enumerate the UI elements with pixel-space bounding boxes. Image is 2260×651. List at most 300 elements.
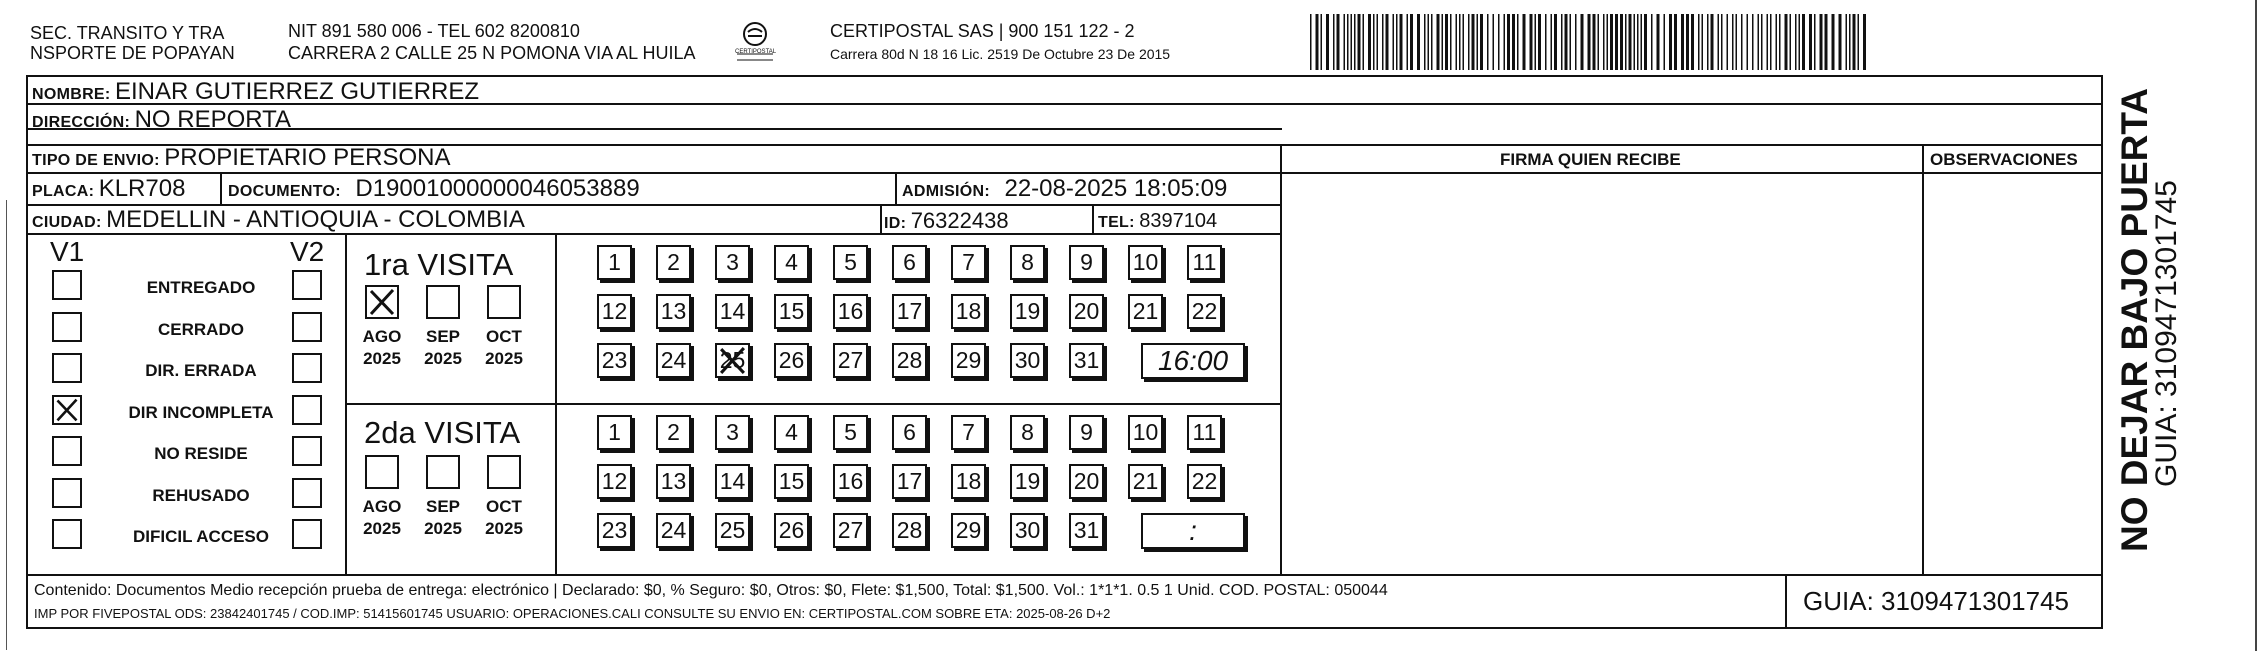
id-value: 76322438 [910, 208, 1009, 233]
visit2-day-box[interactable] [951, 513, 986, 548]
day-number: 24 [660, 347, 687, 373]
divider-tel [1092, 204, 1094, 234]
v1-checkbox[interactable] [52, 519, 82, 549]
visit2-day-box[interactable] [774, 415, 809, 450]
nombre-label: NOMBRE: [32, 86, 111, 103]
nit-line1: NIT 891 580 006 - TEL 602 8200810 [288, 21, 580, 41]
visit2-day-box[interactable] [597, 415, 632, 450]
barcode-bar [1588, 14, 1591, 70]
v2-checkbox[interactable] [292, 478, 322, 508]
barcode-bar [1799, 14, 1801, 70]
visit1-day-box[interactable] [833, 294, 868, 329]
barcode-bar [1347, 14, 1349, 70]
visit2-day-box[interactable] [1069, 464, 1104, 499]
barcode-bar [1814, 14, 1816, 70]
month-name: OCT [486, 327, 522, 346]
visit1-title: 1ra VISITA [364, 247, 514, 282]
day-number: 9 [1080, 419, 1093, 445]
visit2-day-box[interactable] [1128, 464, 1163, 499]
barcode-bar [1795, 14, 1797, 70]
barcode-bar [1463, 14, 1465, 70]
visit2-day-box[interactable] [774, 513, 809, 548]
barcode-bar [1333, 14, 1335, 70]
courier-logo-icon [735, 20, 775, 66]
day-number: 27 [837, 347, 864, 373]
v1-checkbox[interactable] [52, 395, 82, 425]
visit2-day-box[interactable] [656, 464, 691, 499]
divider-firma-left [1280, 144, 1282, 575]
month-name: SEP [425, 497, 461, 516]
barcode-bar [1607, 14, 1609, 70]
day-number: 23 [601, 347, 628, 373]
barcode-bar [1504, 14, 1506, 70]
month-year: 2025 [424, 519, 462, 538]
barcode-bar [1468, 14, 1470, 70]
visit1-day-box[interactable] [892, 294, 927, 329]
v1-checkbox[interactable] [52, 353, 82, 383]
barcode-bar [1849, 14, 1851, 70]
barcode-bar [1820, 14, 1823, 70]
courier-logo [735, 20, 775, 66]
divider-id [880, 204, 882, 234]
check-x-icon [367, 287, 397, 317]
reason-label: ENTREGADO [146, 278, 256, 297]
visit1-day-box[interactable] [774, 294, 809, 329]
barcode-bar [1437, 14, 1440, 70]
day-number: 17 [896, 298, 923, 324]
barcode-bar [1472, 14, 1475, 70]
barcode-bar [1691, 14, 1694, 70]
barcode-bar [1727, 14, 1729, 70]
visit2-title: 2da VISITA [364, 415, 521, 450]
barcode-bar [1721, 14, 1723, 70]
visit2-day-box[interactable] [951, 464, 986, 499]
visit2-day-box[interactable] [1069, 513, 1104, 548]
day-number: 5 [844, 419, 857, 445]
divider-visits [345, 403, 1281, 405]
day-number: 7 [962, 419, 975, 445]
barcode-bar [1351, 14, 1353, 70]
barcode-bar [1839, 14, 1842, 70]
day-number: 15 [778, 468, 805, 494]
v2-checkbox[interactable] [292, 353, 322, 383]
visit1-day-box[interactable] [1069, 294, 1104, 329]
barcode-bar [1718, 14, 1720, 70]
barcode-bar [1551, 14, 1553, 70]
reason-label: DIFICIL ACCESO [132, 527, 269, 546]
day-number: 14 [719, 298, 746, 324]
day-number: 11 [1192, 419, 1217, 445]
visit1-month-label [413, 326, 473, 370]
day-number: 31 [1073, 517, 1100, 543]
barcode-bar [1825, 14, 1828, 70]
barcode-bar [1711, 14, 1714, 70]
month-year: 2025 [424, 349, 462, 368]
day-number: 3 [726, 249, 739, 275]
reason-label: DIR. ERRADA [145, 361, 257, 380]
barcode-bar [1593, 14, 1596, 70]
visit2-day-box[interactable] [715, 415, 750, 450]
day-number: 20 [1073, 468, 1100, 494]
barcode-bar [1442, 14, 1444, 70]
day-number: 29 [955, 517, 982, 543]
visit2-day-box[interactable] [1010, 415, 1045, 450]
barcode-bar [1445, 14, 1448, 70]
barcode-bar [1758, 14, 1760, 70]
barcode-bar [1512, 14, 1515, 70]
reason-label: DIR INCOMPLETA [128, 402, 274, 422]
documento-value: D19001000000046053889 [355, 175, 640, 202]
barcode-bar [1625, 14, 1627, 70]
visit2-day-box[interactable] [1128, 415, 1163, 450]
day-number: 22 [1191, 468, 1218, 494]
barcode-bar [1610, 14, 1613, 70]
day-number: 13 [660, 468, 687, 494]
visit1-month-checkbox[interactable] [365, 285, 399, 319]
visit2-month-label [413, 496, 473, 540]
v2-checkbox[interactable] [292, 270, 322, 300]
footer-divider [26, 574, 2103, 576]
visit1-day-box[interactable] [892, 343, 927, 378]
visit2-day-box[interactable] [1010, 513, 1045, 548]
day-number: 11 [1192, 249, 1217, 275]
visit2-day-box[interactable] [597, 513, 632, 548]
day-number: 2 [667, 249, 680, 275]
documento-label: DOCUMENTO: [228, 183, 341, 200]
barcode-bar [1477, 14, 1479, 70]
sender-line2: NSPORTE DE POPAYAN [30, 43, 235, 63]
barcode-bar [1770, 14, 1772, 70]
day-number: 2 [667, 419, 680, 445]
day-number: 15 [778, 298, 805, 324]
visit1-day-box[interactable] [1010, 294, 1045, 329]
day-number: 21 [1132, 298, 1159, 324]
nit-line2: CARRERA 2 CALLE 25 N POMONA VIA AL HUILA [288, 43, 696, 63]
visit1-day-box[interactable] [656, 245, 691, 280]
time-value: 16:00 [1157, 345, 1229, 376]
day-number: 5 [844, 249, 857, 275]
day-number: 18 [955, 468, 982, 494]
v1-checkbox[interactable] [52, 478, 82, 508]
placa-label: PLACA: [32, 183, 95, 200]
footer-line2: IMP POR FIVEPOSTAL ODS: 23842401745 / COD.IMP: 51415601745 USUARIO: OPERACIONES.CALI CONSULTE SU ENVIO EN: CERTIPOSTAL.COM SOBRE ETA: 2025-08-26 D+2 [34, 606, 1111, 621]
visit1-day-box[interactable] [1128, 294, 1163, 329]
visit2-day-box[interactable] [892, 513, 927, 548]
visit2-day-box[interactable] [774, 464, 809, 499]
observaciones-label: OBSERVACIONES [1930, 150, 2078, 169]
visit2-day-box[interactable] [833, 464, 868, 499]
barcode-bar [1450, 14, 1452, 70]
day-number: 7 [962, 249, 975, 275]
barcode-bar [1310, 14, 1312, 70]
side-warning: NO DEJAR BAJO PUERTA [2114, 88, 2155, 552]
direccion-label: DIRECCIÓN: [32, 114, 131, 131]
barcode-bar [1410, 14, 1413, 70]
barcode-bar [1732, 14, 1734, 70]
barcode-bar [1698, 14, 1700, 70]
barcode-bar [1858, 14, 1860, 70]
visit1-day-box[interactable] [774, 343, 809, 378]
visit2-day-box[interactable] [715, 464, 750, 499]
visit1-day-box[interactable] [597, 343, 632, 378]
barcode-bar [1487, 14, 1489, 70]
month-year: 2025 [363, 519, 401, 538]
month-name: AGO [362, 327, 402, 346]
visit1-day-box[interactable] [951, 294, 986, 329]
barcode-bar [1424, 14, 1426, 70]
visit2-day-box[interactable] [656, 415, 691, 450]
courier-line1: CERTIPOSTAL SAS | 900 151 122 - 2 [830, 21, 1135, 41]
visit1-day-box[interactable] [1128, 245, 1163, 280]
visit1-day-box[interactable] [715, 245, 750, 280]
day-number: 29 [955, 347, 982, 373]
reason-label: REHUSADO [152, 485, 250, 505]
day-number: 18 [955, 298, 982, 324]
barcode-bar [1863, 14, 1866, 70]
barcode-bar [1620, 14, 1623, 70]
barcode-bar [1741, 14, 1743, 70]
visit2-day-box[interactable] [656, 513, 691, 548]
barcode-bar [1629, 14, 1632, 70]
divider-admision [895, 172, 897, 205]
barcode-bar [1431, 14, 1433, 70]
month-year: 2025 [485, 519, 523, 538]
day-number: 24 [660, 517, 687, 543]
visit1-day-box[interactable] [1069, 245, 1104, 280]
barcode-bar [1396, 14, 1398, 70]
v1-checkbox[interactable] [52, 436, 82, 466]
day-number: 26 [778, 517, 805, 543]
visit1-month-checkbox[interactable] [487, 285, 521, 319]
visit1-day-box[interactable] [774, 245, 809, 280]
day-number: 10 [1132, 249, 1159, 275]
sender-line1: SEC. TRANSITO Y TRA [30, 23, 225, 43]
ciudad-row [32, 208, 525, 232]
barcode-bar [1393, 14, 1395, 70]
barcode-bar [1598, 14, 1600, 70]
courier-line2: Carrera 80d N 18 16 Lic. 2519 De Octubre 23 De 2015 [830, 46, 1171, 62]
footer-guia: GUIA: 3109471301745 [1803, 586, 2069, 616]
v2-label: V2 [290, 236, 325, 267]
visit2-day-box[interactable] [715, 513, 750, 548]
barcode-bar [1344, 14, 1346, 70]
barcode-bar [1354, 14, 1356, 70]
day-number: 31 [1073, 347, 1100, 373]
ciudad-label: CIUDAD: [32, 214, 102, 231]
barcode-bar [1674, 14, 1677, 70]
visit1-day-box[interactable] [715, 343, 750, 378]
visit2-day-box[interactable] [892, 415, 927, 450]
barcode-bar [1664, 14, 1666, 70]
barcode-bar [1853, 14, 1856, 70]
barcode-bar [1776, 14, 1778, 70]
tipo-value: PROPIETARIO PERSONA [164, 144, 451, 171]
visit1-time-field[interactable] [1141, 343, 1245, 379]
barcode-bar [1456, 14, 1458, 70]
admision-row [902, 177, 1227, 201]
day-x-icon [717, 345, 748, 376]
barcode-bar [1752, 14, 1754, 70]
admision-label: ADMISIÓN: [902, 183, 991, 200]
day-number: 17 [896, 468, 923, 494]
visit1-day-box[interactable] [656, 294, 691, 329]
barcode-bar [1681, 14, 1684, 70]
day-number: 4 [785, 419, 798, 445]
barcode-bar [1493, 14, 1495, 70]
day-number: 10 [1132, 419, 1159, 445]
barcode-bar [1530, 14, 1533, 70]
day-number: 16 [837, 468, 864, 494]
barcode-bar [1480, 14, 1483, 70]
divider-observ-left [1922, 144, 1924, 575]
tipo-label: TIPO DE ENVIO: [32, 152, 160, 169]
visit2-month-label [352, 496, 412, 540]
side-guia: GUIA: 3109471301745 [2150, 180, 2183, 487]
barcode-bar [1846, 14, 1848, 70]
visit2-day-box[interactable] [1069, 415, 1104, 450]
row-divider-4 [26, 172, 2103, 174]
visit2-day-box[interactable] [1187, 464, 1222, 499]
frame-bottom-line [26, 627, 2103, 629]
footer-line1: Contenido: Documentos Medio recepción prueba de entrega: electrónico | Declarado: $0, % Seguro: $0, Otros: $0, Flete: $1,500, Total: $1,500. Vol.: 1*1*1. 0.5 1 Unid. COD. POSTAL: 050044 [34, 582, 1388, 599]
visit1-day-box[interactable] [951, 245, 986, 280]
visit2-day-box[interactable] [951, 415, 986, 450]
barcode-bar [1368, 14, 1371, 70]
day-number: 3 [726, 419, 739, 445]
visit1-day-box[interactable] [1010, 245, 1045, 280]
divider-placa [220, 172, 222, 205]
visit1-day-box[interactable] [1010, 343, 1045, 378]
barcode-bar [1581, 14, 1584, 70]
barcode-bar [1615, 14, 1618, 70]
barcode-bar [1644, 14, 1647, 70]
barcode-bar [1326, 14, 1329, 70]
day-number: 20 [1073, 298, 1100, 324]
visit1-day-box[interactable] [1187, 245, 1222, 280]
day-number: 30 [1014, 347, 1041, 373]
visit1-day-box[interactable] [833, 245, 868, 280]
v1-checkbox[interactable] [52, 270, 82, 300]
barcode-bar [1428, 14, 1430, 70]
visit2-day-box[interactable] [1010, 464, 1045, 499]
day-number: 12 [601, 298, 628, 324]
barcode-bar [1400, 14, 1403, 70]
ciudad-value: MEDELLIN - ANTIOQUIA - COLOMBIA [106, 206, 525, 233]
barcode-bar [1603, 14, 1605, 70]
barcode-bar [1779, 14, 1781, 70]
visit1-day-box[interactable] [597, 245, 632, 280]
visit2-day-box[interactable] [833, 415, 868, 450]
barcode-bar [1316, 14, 1319, 70]
visit1-day-box[interactable] [597, 294, 632, 329]
visit1-day-box[interactable] [892, 245, 927, 280]
day-number: 19 [1014, 468, 1041, 494]
visit1-day-box[interactable] [951, 343, 986, 378]
tel-label: TEL: [1098, 214, 1135, 231]
frame-top-line [26, 75, 2103, 77]
visit1-month-label [352, 326, 412, 370]
day-number: 9 [1080, 249, 1093, 275]
visit2-month-checkbox[interactable] [426, 455, 460, 489]
day-number: 25 [719, 347, 746, 373]
barcode-bar [1545, 14, 1547, 70]
firma-label: FIRMA QUIEN RECIBE [1500, 150, 1681, 169]
barcode-bar [1407, 14, 1409, 70]
barcode-bar [1637, 14, 1639, 70]
day-number: 25 [719, 517, 746, 543]
visit2-time-field[interactable] [1141, 513, 1245, 549]
barcode-bar [1358, 14, 1361, 70]
visit2-month-checkbox[interactable] [487, 455, 521, 489]
v1-checkbox[interactable] [52, 312, 82, 342]
reason-label: NO RESIDE [154, 444, 248, 463]
tel-value: 8397104 [1139, 210, 1218, 232]
nombre-value: EINAR GUTIERREZ GUTIERREZ [115, 78, 480, 105]
visit2-day-box[interactable] [833, 513, 868, 548]
barcode-bar [1386, 14, 1389, 70]
barcode-bar [1686, 14, 1689, 70]
direccion-value: NO REPORTA [134, 106, 292, 133]
divider-footer-guia [1785, 574, 1787, 628]
visit2-day-box[interactable] [597, 464, 632, 499]
visit1-day-box[interactable] [1069, 343, 1104, 378]
v2-checkbox[interactable] [292, 395, 322, 425]
day-number: 8 [1021, 249, 1034, 275]
check-x-icon [54, 397, 80, 423]
barcode [1310, 14, 1870, 70]
visit2-month-checkbox[interactable] [365, 455, 399, 489]
v2-checkbox[interactable] [292, 519, 322, 549]
placa-row [32, 177, 185, 201]
visit1-day-box[interactable] [656, 343, 691, 378]
day-number: 30 [1014, 517, 1041, 543]
barcode-bar [1561, 14, 1563, 70]
day-number: 8 [1021, 419, 1034, 445]
id-label: ID: [884, 215, 907, 232]
barcode-bar [1321, 14, 1323, 70]
visit1-day-box[interactable] [715, 294, 750, 329]
barcode-bar [1790, 14, 1792, 70]
visit1-month-label [474, 326, 534, 370]
v2-checkbox[interactable] [292, 312, 322, 342]
day-number: 21 [1132, 468, 1159, 494]
visit2-day-box[interactable] [1187, 415, 1222, 450]
visit1-day-box[interactable] [833, 343, 868, 378]
day-number: 19 [1014, 298, 1041, 324]
barcode-bar [1507, 14, 1510, 70]
admision-value: 22-08-2025 18:05:09 [1004, 175, 1228, 202]
day-number: 14 [719, 468, 746, 494]
day-number: 22 [1191, 298, 1218, 324]
visit2-day-box[interactable] [892, 464, 927, 499]
id-row [884, 210, 1009, 232]
logo-text: CERTIPOSTAL [735, 49, 777, 55]
barcode-bar [1641, 14, 1643, 70]
barcode-bar [1498, 14, 1500, 70]
v2-checkbox[interactable] [292, 436, 322, 466]
day-number: 28 [896, 347, 923, 373]
visit1-day-box[interactable] [1187, 294, 1222, 329]
barcode-bar [1767, 14, 1769, 70]
scan-edge-left [6, 200, 7, 650]
tipo-row [32, 146, 451, 170]
barcode-bar [1538, 14, 1541, 70]
frame-right-line [2101, 75, 2103, 627]
frame-left-line [26, 75, 28, 627]
day-number: 6 [903, 249, 916, 275]
barcode-bar [1363, 14, 1365, 70]
visit1-month-checkbox[interactable] [426, 285, 460, 319]
